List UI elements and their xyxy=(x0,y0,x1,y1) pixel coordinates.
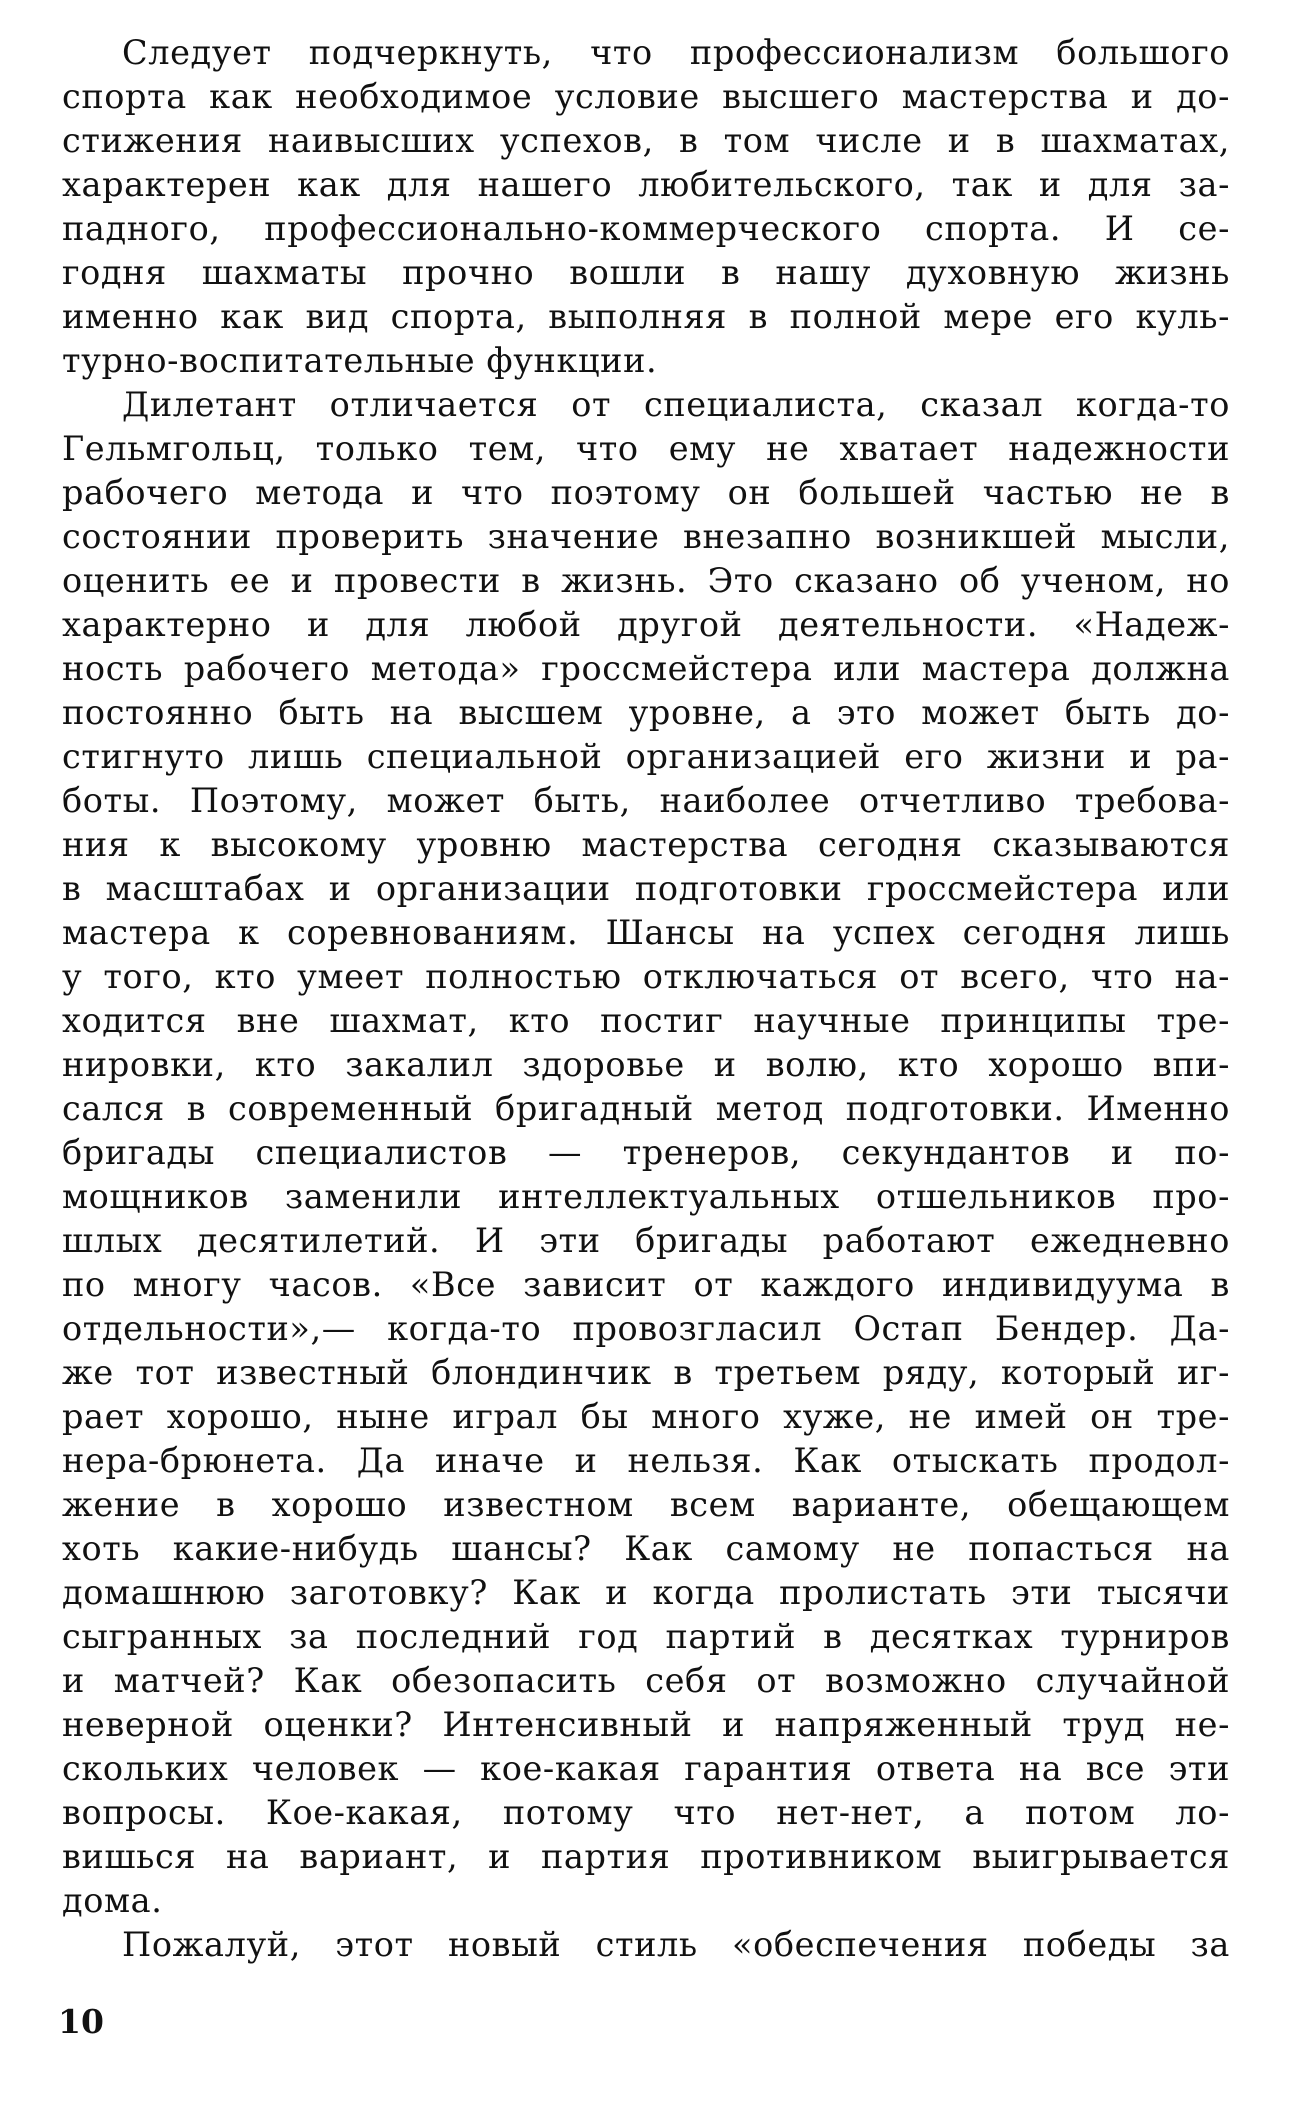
text-line: боты. Поэтому, может быть, наиболее отчетливо требова- xyxy=(62,781,1230,820)
text-line: шлых десятилетий. И эти бригады работают ежедневно xyxy=(62,1221,1230,1260)
text-line: мощников заменили интеллектуальных отшельников про- xyxy=(62,1177,1230,1216)
text-line: по многу часов. «Все зависит от каждого индивидуума в xyxy=(62,1265,1230,1304)
text-line: состоянии проверить значение внезапно возникшей мысли, xyxy=(62,517,1230,556)
text-line: в масштабах и организации подготовки гроссмейстера или xyxy=(62,869,1230,908)
text-line: дома. xyxy=(62,1881,163,1920)
text-line: именно как вид спорта, выполняя в полной мере его куль- xyxy=(62,297,1230,336)
page-number: 10 xyxy=(58,2002,104,2041)
text-line: спорта как необходимое условие высшего мастерства и до- xyxy=(62,77,1230,116)
text-line: сыгранных за последний год партий в десятках турниров xyxy=(62,1617,1230,1656)
text-line: хоть какие-нибудь шансы? Как самому не попасться на xyxy=(62,1529,1230,1568)
text-line: рабочего метода и что поэтому он большей частью не в xyxy=(62,473,1230,512)
text-line: характерен как для нашего любительского, так и для за- xyxy=(62,165,1230,204)
text-line: стигнуто лишь специальной организацией его жизни и ра- xyxy=(62,737,1230,776)
text-line: мастера к соревнованиям. Шансы на успех сегодня лишь xyxy=(62,913,1230,952)
text-line: ность рабочего метода» гроссмейстера или мастера должна xyxy=(62,649,1230,688)
text-line: оценить ее и провести в жизнь. Это сказано об ученом, но xyxy=(62,561,1230,600)
text-line: Пожалуй, этот новый стиль «обеспечения победы за xyxy=(122,1925,1230,1964)
text-line: нировки, кто закалил здоровье и волю, кто хорошо впи- xyxy=(62,1045,1230,1084)
text-line: бригады специалистов — тренеров, секундантов и по- xyxy=(62,1133,1230,1172)
text-line: вишься на вариант, и партия противником выигрывается xyxy=(62,1837,1230,1876)
text-line: рает хорошо, ныне играл бы много хуже, не имей он тре- xyxy=(62,1397,1230,1436)
text-line: у того, кто умеет полностью отключаться от всего, что на- xyxy=(62,957,1230,996)
text-line: сался в современный бригадный метод подготовки. Именно xyxy=(62,1089,1230,1128)
text-line: скольких человек — кое-какая гарантия ответа на все эти xyxy=(62,1749,1230,1788)
text-line: ходится вне шахмат, кто постиг научные принципы тре- xyxy=(62,1001,1230,1040)
text-line: неверной оценки? Интенсивный и напряженный труд не- xyxy=(62,1705,1230,1744)
text-line: и матчей? Как обезопасить себя от возможно случайной xyxy=(62,1661,1230,1700)
text-line: турно-воспитательные функции. xyxy=(62,341,658,380)
text-line: характерно и для любой другой деятельности. «Надеж- xyxy=(62,605,1230,644)
text-line: Гельмгольц, только тем, что ему не хватает надежности xyxy=(62,429,1230,468)
text-line: отдельности»,— когда-то провозгласил Остап Бендер. Да- xyxy=(62,1309,1230,1348)
text-line: годня шахматы прочно вошли в нашу духовную жизнь xyxy=(62,253,1230,292)
text-line: жение в хорошо известном всем варианте, обещающем xyxy=(62,1485,1230,1524)
text-line: же тот известный блондинчик в третьем ряду, который иг- xyxy=(62,1353,1230,1392)
text-line: вопросы. Кое-какая, потому что нет-нет, а потом ло- xyxy=(62,1793,1230,1832)
text-line: постоянно быть на высшем уровне, а это может быть до- xyxy=(62,693,1230,732)
text-line: стижения наивысших успехов, в том числе и в шахматах, xyxy=(62,121,1230,160)
text-line: ния к высокому уровню мастерства сегодня сказываются xyxy=(62,825,1230,864)
text-line: нера-брюнета. Да иначе и нельзя. Как отыскать продол- xyxy=(62,1441,1230,1480)
text-line: домашнюю заготовку? Как и когда пролистать эти тысячи xyxy=(62,1573,1230,1612)
text-line: Следует подчеркнуть, что профессионализм большого xyxy=(122,33,1230,72)
text-line: падного, профессионально-коммерческого спорта. И се- xyxy=(62,209,1230,248)
text-line: Дилетант отличается от специалиста, сказал когда-то xyxy=(122,385,1230,424)
